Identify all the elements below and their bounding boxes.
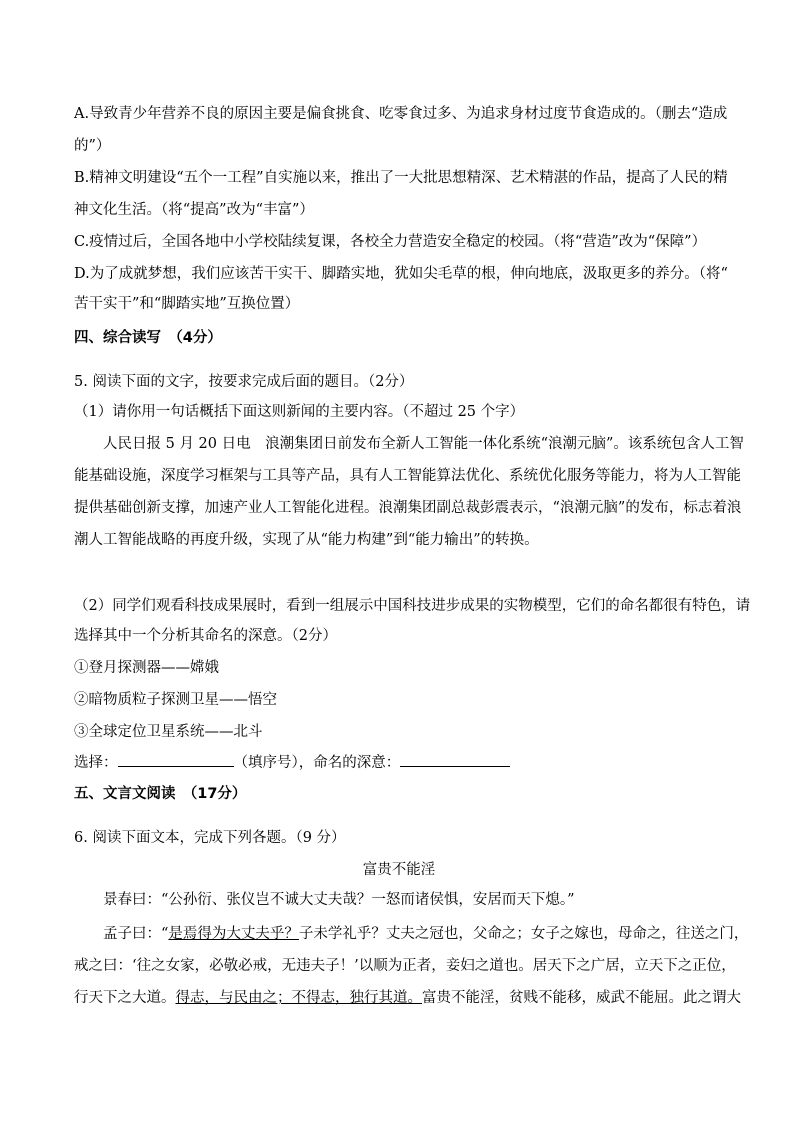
passage-para-2-line3 — [74, 988, 741, 1008]
passage-para-2-line1 — [74, 924, 748, 944]
underlined-sentence-1: 是焉得为大丈夫乎？ — [168, 926, 299, 942]
answer-blank-number[interactable] — [118, 752, 234, 767]
passage-text: 孟子曰：“ — [103, 926, 169, 942]
passage-para-2-line2: 戒之曰：‘往之女家，必敬必戒，无违夫子！’以顺为正者，妾妇之道也。居天下之广居，立天下之正位， — [74, 958, 736, 974]
passage-title: 富贵不能淫 — [362, 862, 436, 878]
news-line-3: 提供基础创新支撑，加速产业人工智能化进程。浪潮集团副总裁彭震表示，“浪潮元脑”的发布，标志着浪 — [74, 500, 742, 516]
option-d-line2: 苦干实干”和“脚踏实地”互换位置） — [74, 296, 300, 312]
option-d-line1: D.为了成就梦想，我们应该苦干实干、脚踏实地，犹如尖毛草的根，伸向地底，汲取更多的养分。（将“ — [74, 266, 728, 282]
choice-3: ③全球定位卫星系统——北斗 — [74, 724, 263, 740]
answer-select-label: 选择： — [74, 755, 118, 771]
question-6: 6. 阅读下面文本，完成下列各题。（9 分） — [74, 830, 346, 846]
section-4-heading: 四、综合读写 （4分） — [74, 330, 222, 346]
underlined-sentence-2: 得志，与民由之；不得志，独行其道。 — [175, 990, 422, 1006]
section-5-heading: 五、文言文阅读 （17分） — [74, 786, 247, 802]
option-b-line1: B.精神文明建设“五个一工程”自实施以来，推出了一大批思想精深、艺术精湛的作品，提高了人民的精 — [74, 170, 728, 186]
choice-1: ①登月探测器——嫦娥 — [74, 660, 219, 676]
passage-text: 富贵不能淫，贫贱不能移，威武不能屈。此之谓大 — [422, 990, 741, 1006]
news-line-2: 能基础设施，深度学习框架与工具等产品，具有人工智能算法优化、系统优化服务等能力，将为人工智能 — [74, 468, 741, 484]
passage-text: 子未学礼乎？丈夫之冠也，父命之；女子之嫁也，母命之，往送之门， — [298, 926, 749, 942]
passage-text: 行天下之大道。 — [74, 990, 176, 1006]
question-5-part-1: （1）请你用一句话概括下面这则新闻的主要内容。（不超过 25 个字） — [74, 404, 525, 420]
answer-blank-meaning[interactable] — [400, 752, 510, 767]
news-line-1: 人民日报 5 月 20 日电 浪潮集团日前发布全新人工智能一体化系统“浪潮元脑”。该系统包含人工智 — [103, 436, 744, 452]
option-a-line1: A.导致青少年营养不良的原因主要是偏食挑食、吃零食过多、为追求身材过度节食造成的。（删去“造成 — [74, 106, 728, 122]
option-c-line1: C.疫情过后，全国各地中小学校陆续复课，各校全力营造安全稳定的校园。（将“营造”改为“保障”） — [74, 234, 707, 250]
option-b-line2: 神文化生活。（将“提高”改为“丰富”） — [74, 202, 314, 218]
passage-para-1: 景春曰：“公孙衍、张仪岂不诚大丈夫哉？一怒而诸侯惧，安居而天下熄。” — [103, 892, 575, 908]
question-5: 5. 阅读下面的文字，按要求完成后面的题目。（2分） — [74, 374, 414, 390]
news-line-4: 潮人工智能战略的再度升级，实现了从“能力构建”到“能力输出”的转换。 — [74, 532, 539, 548]
answer-meaning-label: （填序号），命名的深意： — [233, 755, 401, 771]
choice-2: ②暗物质粒子探测卫星——悟空 — [74, 692, 277, 708]
option-a-line2: 的”） — [74, 138, 111, 154]
question-5-part-2-line2: 选择其中一个分析其命名的深意。（2分） — [74, 628, 337, 644]
question-5-part-2-line1: （2）同学们观看科技成果展时，看到一组展示中国科技进步成果的实物模型，它们的命名都很有特色，请 — [74, 598, 751, 614]
answer-line — [74, 752, 510, 773]
